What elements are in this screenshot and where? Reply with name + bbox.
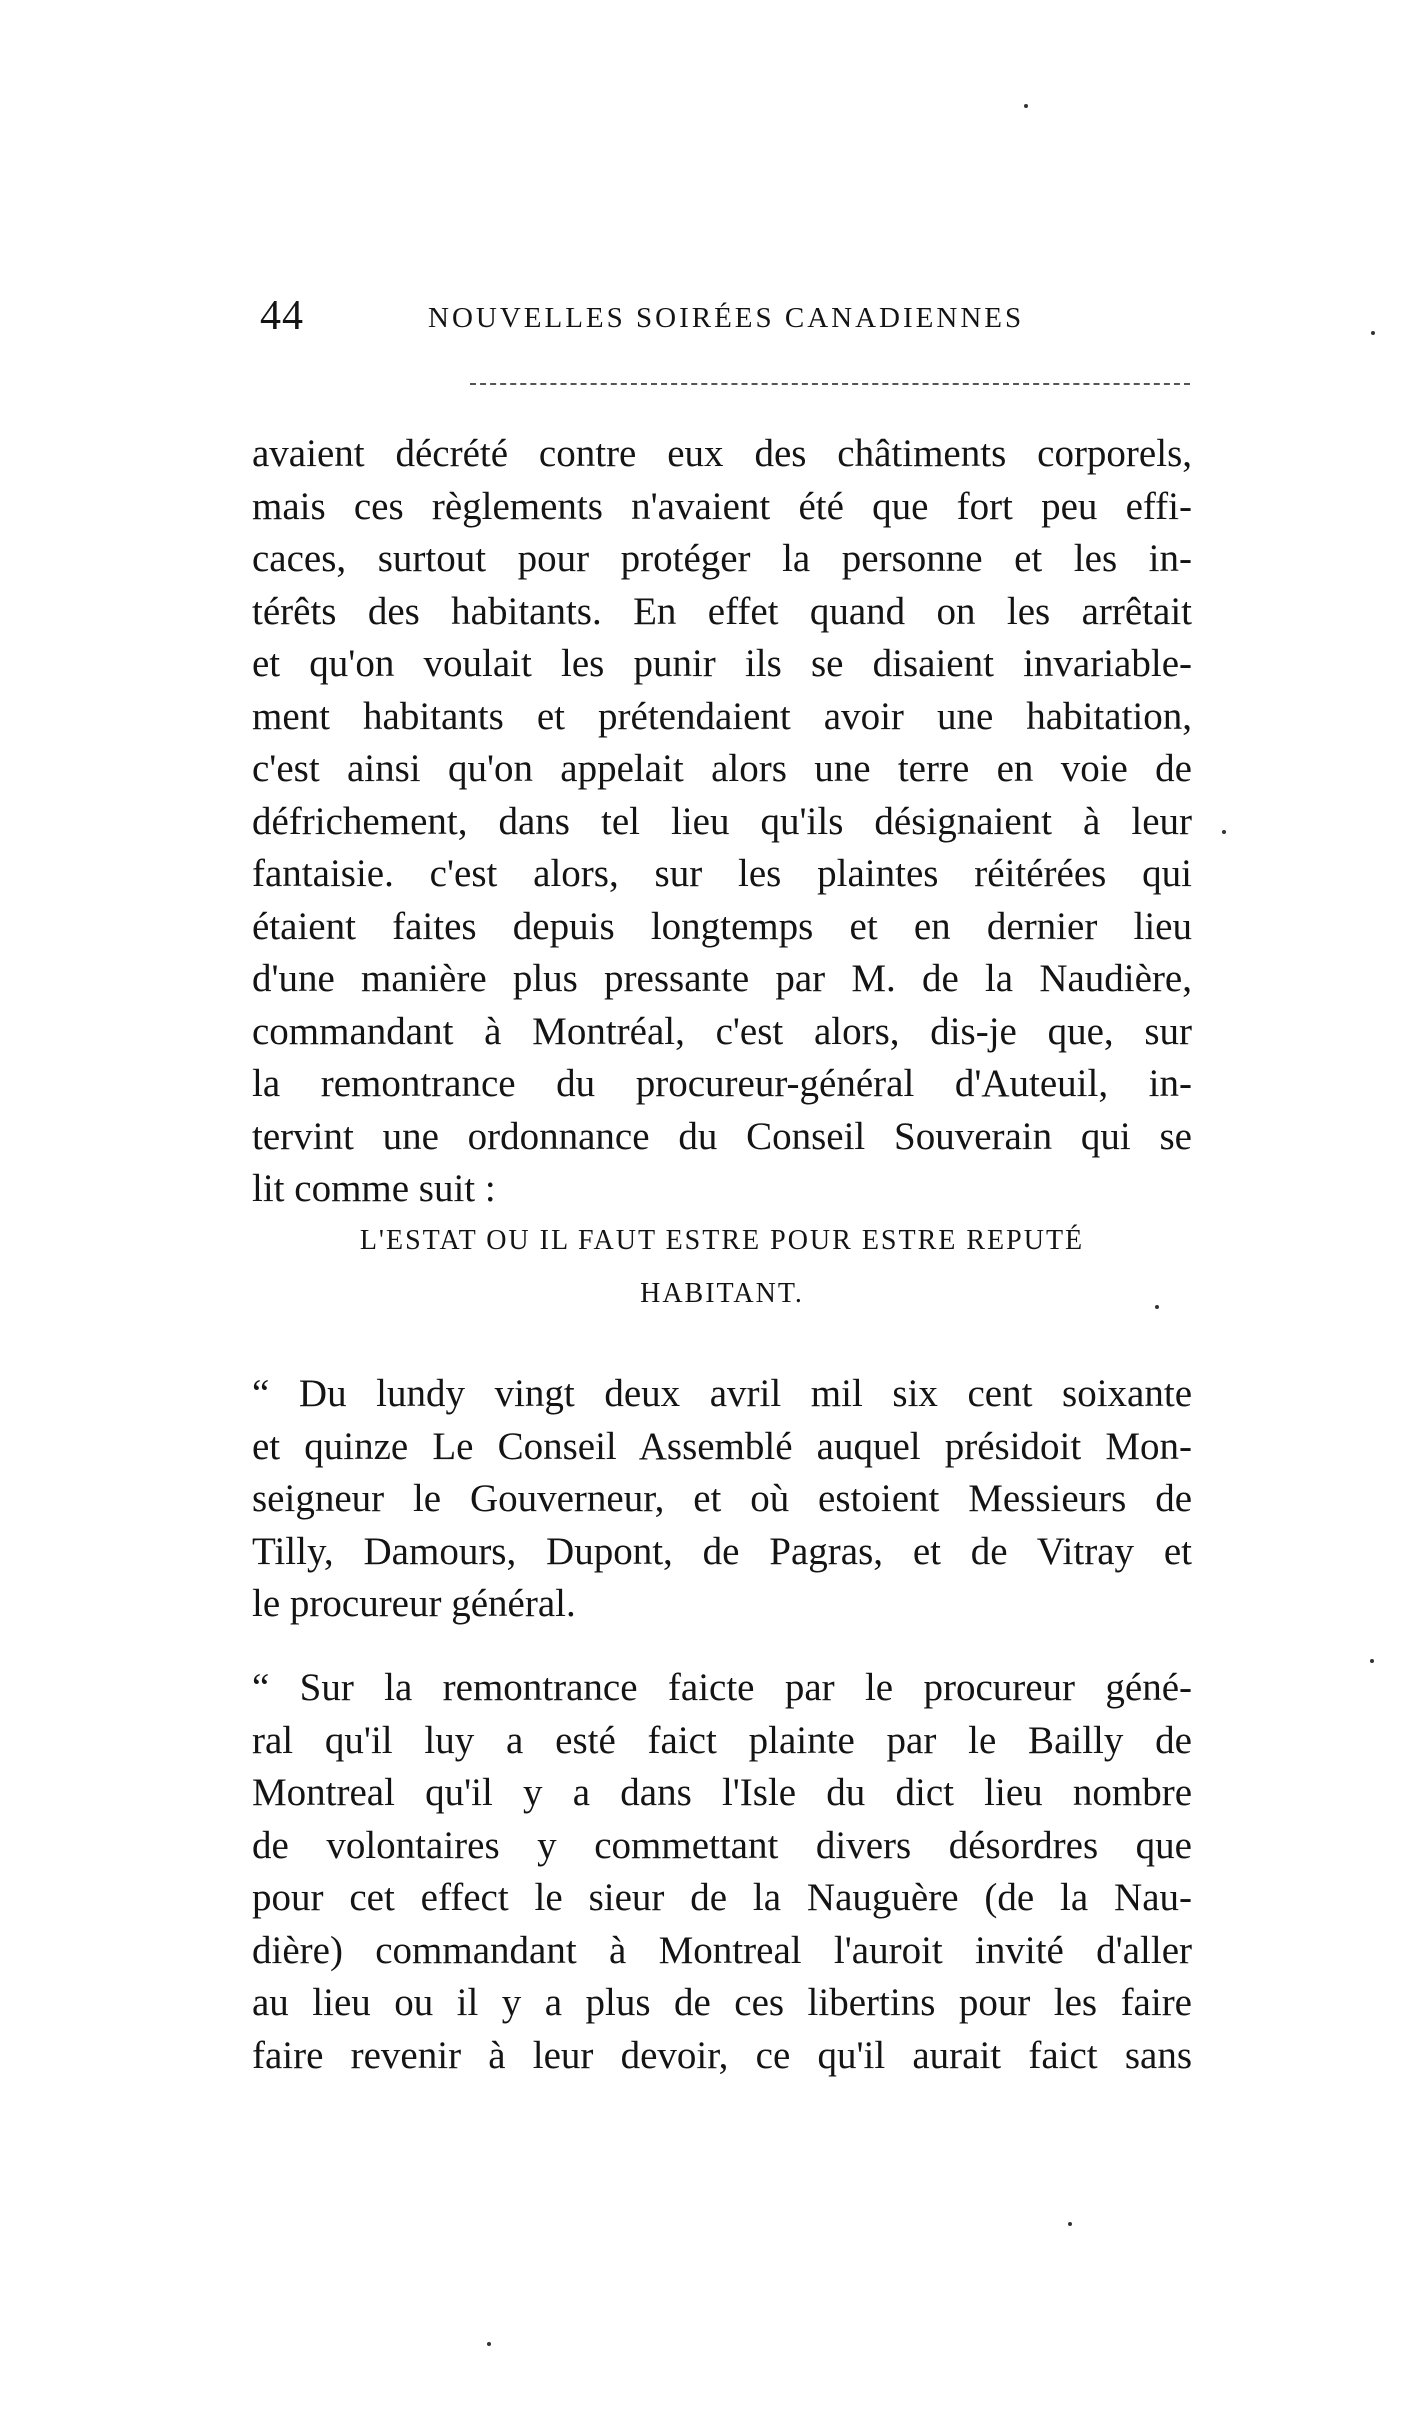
text-line: et qu'on voulait les punir ils se disaient invariable- xyxy=(252,642,1192,685)
text-line: mais ces règlements n'avaient été que fort peu effi- xyxy=(252,484,1192,528)
text-line: seigneur le Gouverneur, et où estoient Messieurs de xyxy=(252,1477,1192,1520)
text-line: caces, surtout pour protéger la personne et les in- xyxy=(252,537,1192,580)
text-line: la remontrance du procureur-général d'Auteuil, in- xyxy=(252,1062,1192,1105)
text-line: commandant à Montréal, c'est alors, dis-je que, sur xyxy=(252,1009,1192,1053)
text-line: “ Du lundy vingt deux avril mil six cent soixante xyxy=(252,1372,1192,1415)
heading-line: L'ESTAT OU IL FAUT ESTRE POUR ESTRE REPUTÉ xyxy=(359,1225,1085,1256)
text-line: faire revenir à leur devoir, ce qu'il aurait faict sans xyxy=(252,2033,1192,2077)
text-line: et quinze Le Conseil Assemblé auquel présidoit Mon- xyxy=(252,1424,1192,1468)
section-heading xyxy=(252,1215,1192,1320)
page-number: 44 xyxy=(260,293,304,339)
print-speck xyxy=(487,2342,491,2346)
text-line: avaient décrété contre eux des châtiments corporels, xyxy=(252,432,1192,475)
text-line: ment habitants et prétendaient avoir une habitation, xyxy=(252,694,1192,738)
paragraph-quote-1 xyxy=(252,1368,1192,1631)
paragraph-quote-2 xyxy=(252,1662,1192,2082)
print-speck xyxy=(1371,331,1375,335)
text-line: au lieu ou il y a plus de ces libertins pour les faire xyxy=(252,1981,1192,2024)
text-line: térêts des habitants. En effet quand on les arrêtait xyxy=(252,589,1192,633)
header-rule xyxy=(470,383,1190,385)
print-speck xyxy=(1222,830,1226,834)
heading-line: HABITANT. xyxy=(640,1277,804,1309)
text-line: d'une manière plus pressante par M. de la Naudière, xyxy=(252,957,1192,1000)
text-line: c'est ainsi qu'on appelait alors une terre en voie de xyxy=(252,747,1192,790)
text-line: le procureur général. xyxy=(252,1582,576,1625)
page-header xyxy=(252,292,1192,342)
print-speck xyxy=(1024,104,1028,108)
print-speck xyxy=(1370,1659,1374,1663)
text-line: Montreal qu'il y a dans l'Isle du dict lieu nombre xyxy=(252,1771,1192,1814)
running-title: NOUVELLES SOIRÉES CANADIENNES xyxy=(428,302,1025,334)
text-line: dière) commandant à Montreal l'auroit invité d'aller xyxy=(252,1928,1192,1972)
text-line: pour cet effect le sieur de la Nauguère (de la Nau- xyxy=(252,1876,1192,1919)
text-line: fantaisie. c'est alors, sur les plaintes réitérées qui xyxy=(252,852,1192,895)
text-line: Tilly, Damours, Dupont, de Pagras, et de Vitray et xyxy=(252,1529,1192,1573)
text-line: étaient faites depuis longtemps et en dernier lieu xyxy=(252,904,1192,948)
text-line: de volontaires y commettant divers désordres que xyxy=(252,1823,1192,1867)
text-line: lit comme suit : xyxy=(252,1167,496,1210)
text-line: défrichement, dans tel lieu qu'ils désignaient à leur xyxy=(252,799,1192,843)
text-line: ral qu'il luy a esté faict plainte par le Bailly de xyxy=(252,1718,1192,1762)
print-speck xyxy=(1155,1305,1159,1309)
text-line: tervint une ordonnance du Conseil Souverain qui se xyxy=(252,1114,1192,1158)
print-speck xyxy=(1068,2222,1072,2226)
paragraph-continued xyxy=(252,428,1192,1216)
text-line: “ Sur la remontrance faicte par le procureur géné- xyxy=(252,1666,1192,1709)
